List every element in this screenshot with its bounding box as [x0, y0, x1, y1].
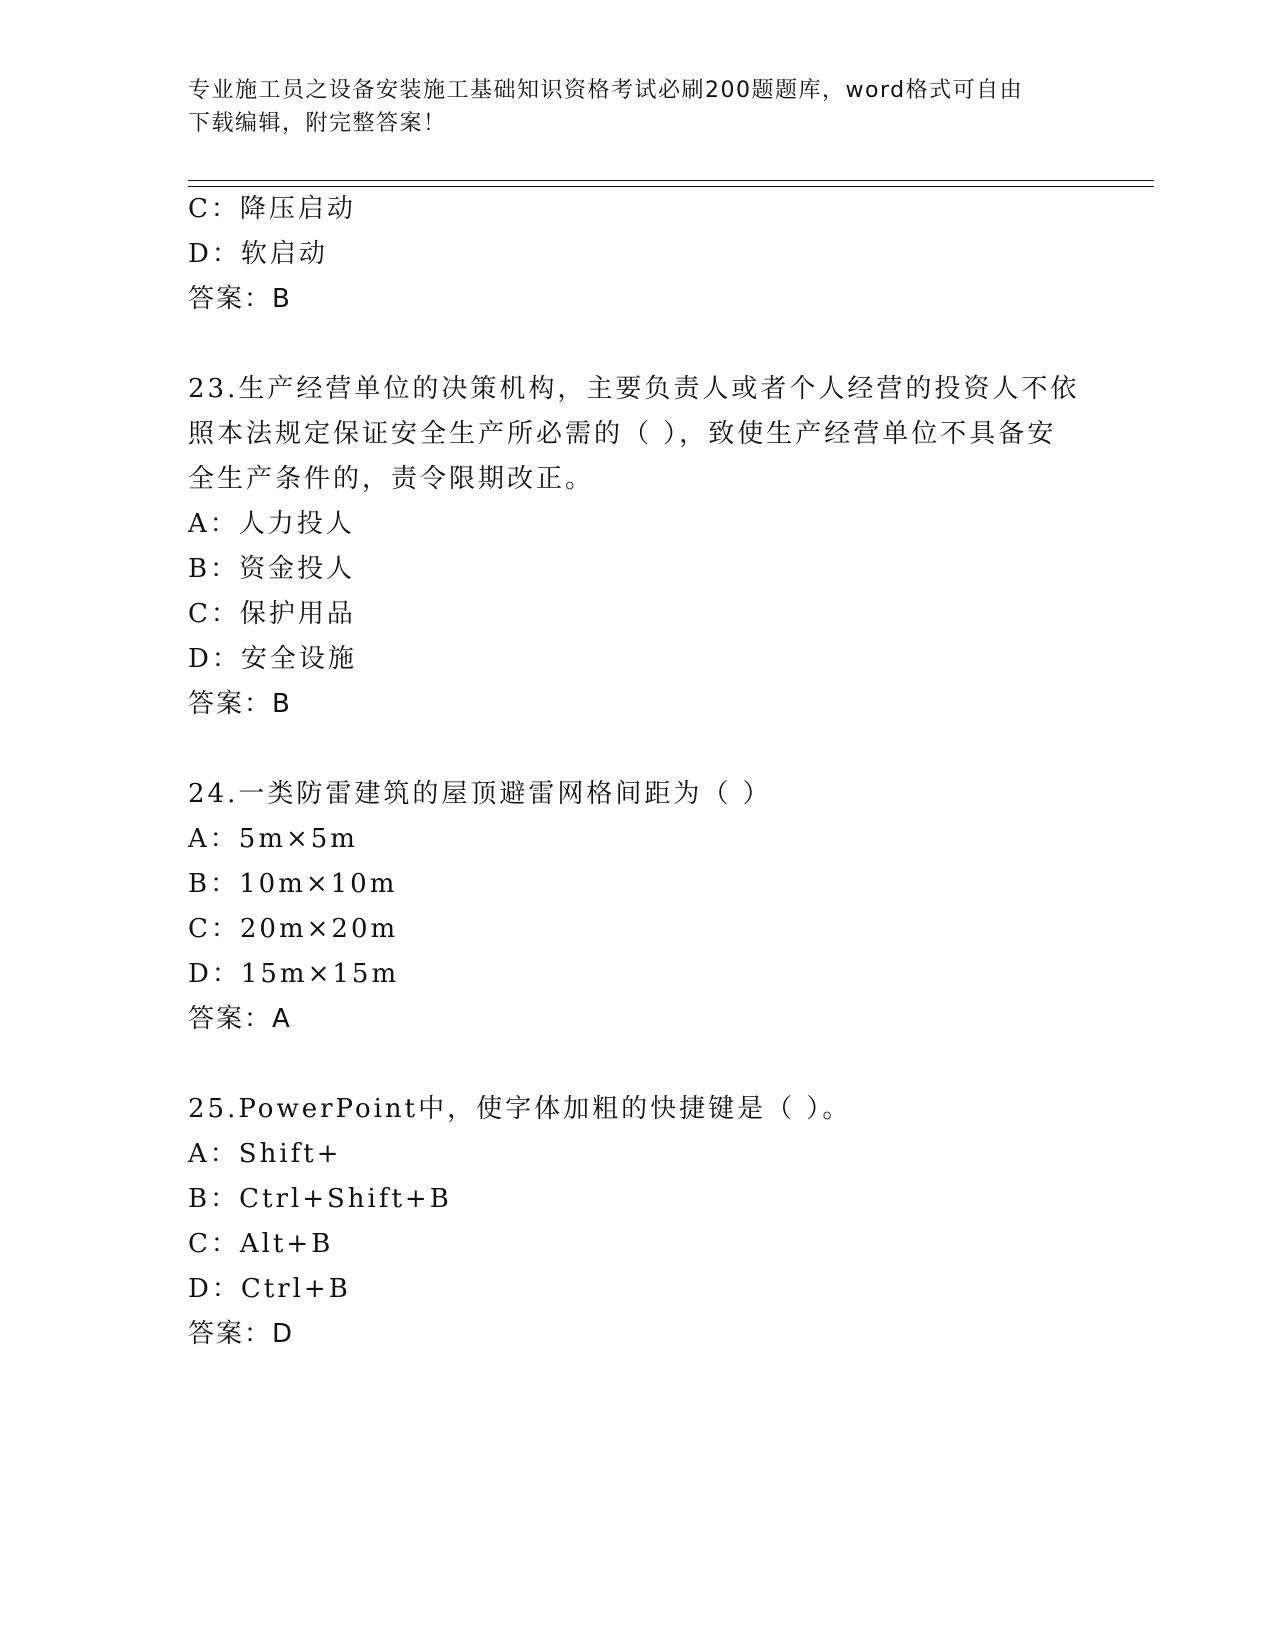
question-25-option-b: B：Ctrl+Shift+B [188, 1184, 452, 1214]
question-24-answer: 答案：A [188, 1004, 292, 1034]
option-d: D：软启动 [188, 239, 328, 269]
question-24-option-a: A：5m×5m [188, 824, 358, 854]
answer-line: 答案：B [188, 284, 292, 314]
question-25-stem-line-1: 25.PowerPoint中，使字体加粗的快捷键是（ ）。 [188, 1094, 852, 1124]
question-23-answer: 答案：B [188, 689, 292, 719]
header-divider [188, 180, 1154, 187]
question-24-option-c: C：20m×20m [188, 914, 399, 944]
question-23-stem-line-1: 23.生产经营单位的决策机构，主要负责人或者个人经营的投资人不依 [188, 374, 1080, 404]
question-23-stem-line-2: 照本法规定保证安全生产所必需的（ ），致使生产经营单位不具备安 [188, 419, 1057, 449]
page-header [188, 74, 1088, 140]
question-24-option-b: B：10m×10m [188, 869, 398, 899]
question-23-option-a: A：人力投人 [188, 509, 355, 539]
header-line-2: 下载编辑，附完整答案！ [188, 111, 447, 136]
question-23-option-d: D：安全设施 [188, 644, 357, 674]
header-line-1: 专业施工员之设备安装施工基础知识资格考试必刷200题题库，word格式可自由 [188, 78, 1024, 103]
question-23-option-c: C：保护用品 [188, 599, 356, 629]
question-25-option-a: A：Shift+ [188, 1139, 342, 1169]
question-23-stem-line-3: 全生产条件的，责令限期改正。 [188, 464, 595, 494]
question-25-option-c: C：Alt+B [188, 1229, 334, 1259]
question-25-option-d: D：Ctrl+B [188, 1274, 351, 1304]
option-c: C：降压启动 [188, 194, 356, 224]
question-23-option-b: B：资金投人 [188, 554, 356, 584]
question-25-answer: 答案：D [188, 1319, 295, 1349]
question-24-option-d: D：15m×15m [188, 959, 400, 989]
question-24-stem-line-1: 24.一类防雷建筑的屋顶避雷网格间距为（ ） [188, 779, 772, 809]
